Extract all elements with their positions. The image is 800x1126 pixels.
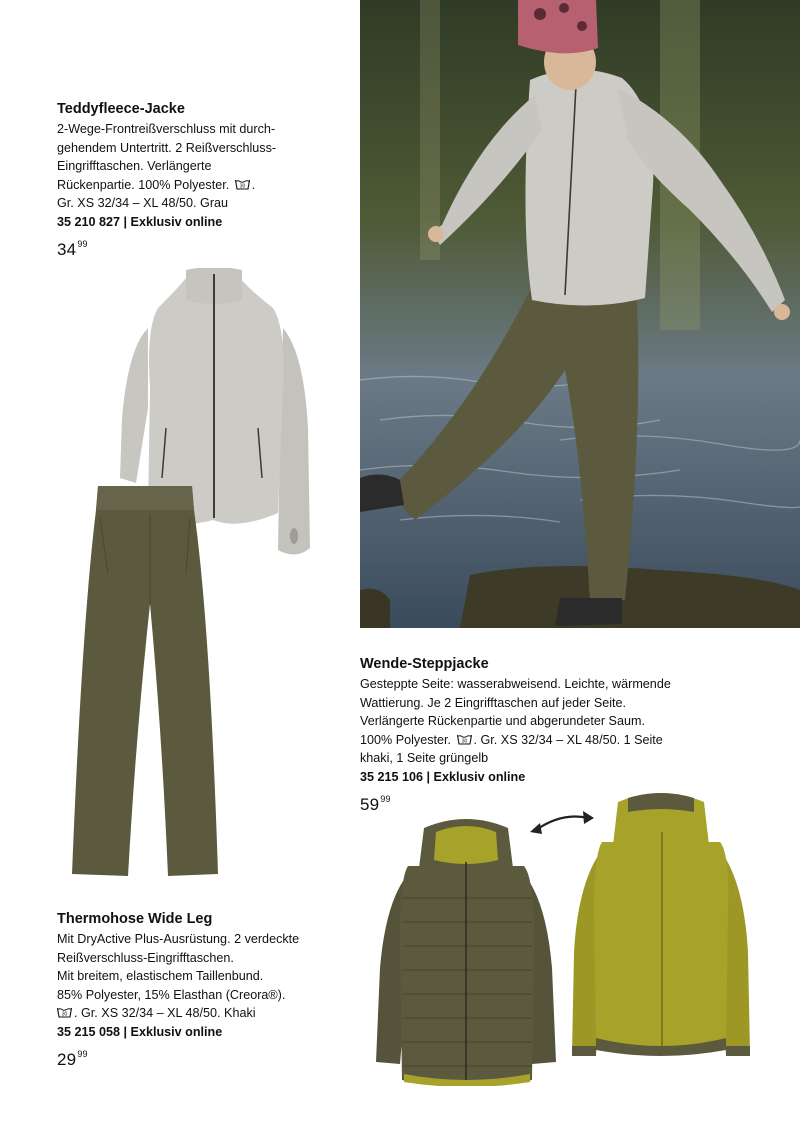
teddy-price-main: 34 — [57, 239, 77, 259]
teddy-price — [57, 234, 337, 260]
khaki-quilted-jacket-image — [374, 818, 558, 1086]
wash-30-icon — [235, 179, 250, 190]
steppjacke-price-cents: 99 — [380, 793, 391, 804]
pants-price-cents: 99 — [77, 1048, 88, 1059]
steppjacke-desc-size: . Gr. XS 32/34 – XL 48/50. 1 Seite — [473, 732, 663, 747]
steppjacke-title: Wende-Steppjacke — [360, 656, 489, 672]
pants-image — [70, 484, 230, 884]
steppjacke-price-main: 59 — [360, 794, 380, 814]
steppjacke-desc-material: 100% Polyester. — [360, 732, 452, 747]
svg-text:30: 30 — [239, 183, 245, 190]
svg-text:30: 30 — [61, 1011, 68, 1018]
pants-desc-main: Mit DryActive Plus-Ausrüstung. 2 verdeckte Reißverschluss-Eingrifftaschen. Mit breitem, elastischem Taillenbund. 85% Polyester, 15% Elasthan (Creora®). — [57, 932, 300, 1002]
svg-text:30: 30 — [461, 738, 467, 745]
wash-30-icon — [57, 1007, 72, 1018]
pants-text-block — [57, 910, 347, 1070]
green-yellow-jacket-image — [568, 792, 754, 1060]
steppjacke-desc-main: Gesteppte Seite: wasserabweisend. Leichte, wärmende Wattierung. Je 2 Eingrifftaschen auf jeder Seite. Verlängerte Rückenpartie und abgerundeter Saum. — [360, 677, 671, 728]
teddy-article-number: 35 210 827 | Exklusiv online — [57, 214, 223, 229]
pants-desc-size: . Gr. XS 32/34 – XL 48/50. Khaki — [74, 1006, 256, 1020]
pants-description — [57, 930, 347, 1023]
teddy-desc-dot: . — [251, 177, 256, 192]
steppjacke-article-number: 35 215 106 | Exklusiv online — [360, 769, 526, 784]
teddy-description — [57, 120, 337, 213]
steppjacke-text-block — [360, 655, 760, 815]
wash-30-icon — [457, 734, 472, 745]
teddy-title: Teddyfleece-Jacke — [57, 101, 185, 117]
pants-title: Thermohose Wide Leg — [57, 911, 213, 927]
teddy-text-block — [57, 100, 337, 260]
pants-price-main: 29 — [57, 1049, 77, 1069]
pants-price — [57, 1044, 347, 1070]
pants-article-number: 35 215 058 | Exklusiv online — [57, 1024, 223, 1039]
teddy-desc-main: 2-Wege-Frontreißverschluss mit durch- gehendem Untertritt. 2 Reißverschluss- Eingrifftaschen. Verlängerte Rückenpartie. 100% Polyester. — [57, 122, 277, 192]
teddy-price-cents: 99 — [77, 238, 88, 249]
lifestyle-photo — [360, 0, 800, 628]
steppjacke-desc-colors: khaki, 1 Seite grüngelb — [360, 751, 489, 765]
steppjacke-description — [360, 675, 760, 768]
teddy-desc-size: Gr. XS 32/34 – XL 48/50. Grau — [57, 196, 229, 210]
